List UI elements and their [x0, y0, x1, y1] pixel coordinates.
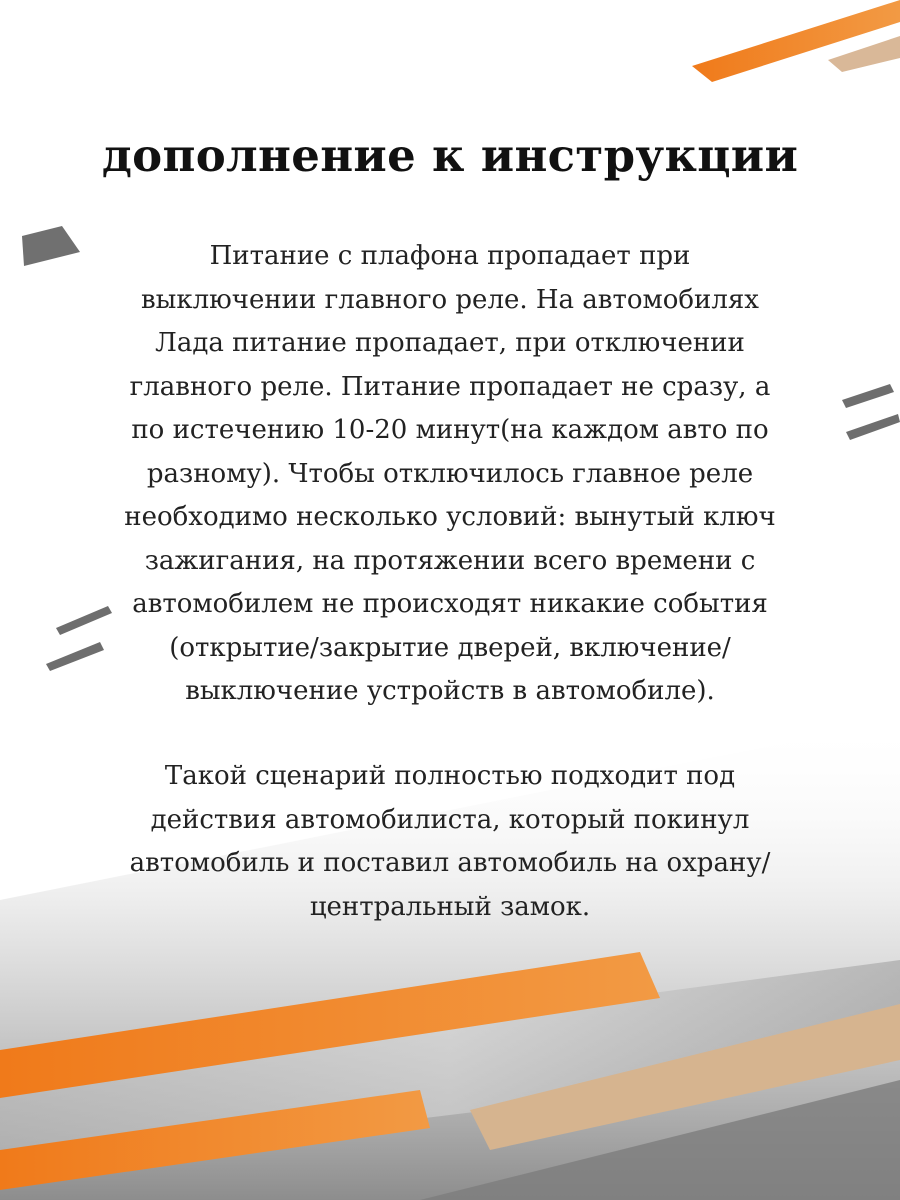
paragraph-1-line: разному). Чтобы отключилось главное реле [146, 458, 754, 489]
paragraph-2 [100, 755, 800, 929]
paragraph-2-line: автомобиль и поставил автомобиль на охрану/ [129, 848, 771, 878]
paragraph-1-line: выключение устройств в автомобиле). [185, 676, 715, 706]
paragraph-1-line: Питание с плафона пропадает при [209, 241, 691, 271]
paragraph-2-line: центральный замок. [309, 891, 591, 922]
paragraph-2-line: действия автомобилиста, который покинул [150, 804, 750, 835]
paragraph-1-line: автомобилем не происходят никакие события [132, 589, 768, 619]
top-orange-stripe [692, 0, 900, 82]
paragraph-2-line: Такой сценарий полностью подходит под [164, 761, 736, 791]
paragraph-1 [100, 235, 800, 714]
right-dash-1 [842, 384, 894, 408]
paragraph-1-line: (открытие/закрытие дверей, включение/ [169, 632, 731, 663]
paragraph-1-line: по истечению 10-20 минут(на каждом авто по [131, 415, 769, 445]
right-dash-2 [846, 414, 900, 440]
paragraph-1-line: Лада питание пропадает, при отключении [155, 328, 745, 358]
paragraph-1-line: выключении главного реле. На автомобилях [141, 284, 759, 315]
paragraph-1-line: необходимо несколько условий: вынутый ключ [124, 502, 776, 532]
left-dash-2 [46, 642, 104, 671]
paragraph-1-line: главного реле. Питание пропадает не сразу, а [129, 371, 771, 402]
paragraph-1-line: зажигания, на протяжении всего времени с [144, 545, 756, 576]
page-title: дополнение к инструкции [101, 129, 799, 182]
left-gray-shape [22, 226, 80, 266]
